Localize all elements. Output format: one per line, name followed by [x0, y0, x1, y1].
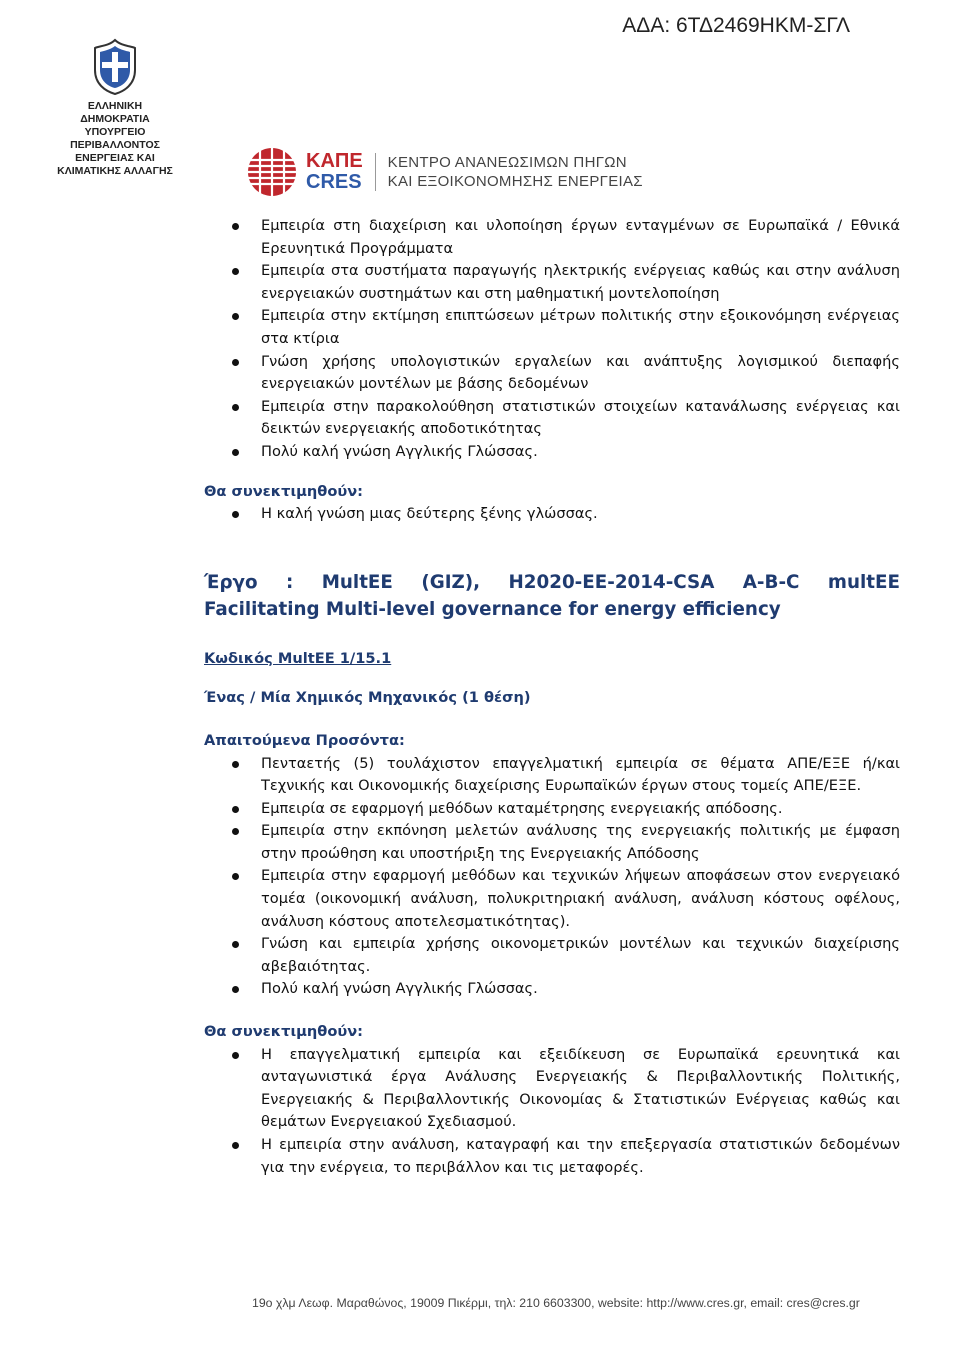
list-item: Γνώση και εμπειρία χρήσης οικονομετρικών μοντέλων και τεχνικών διαχείρισης αβεβαιότητας.: [204, 933, 900, 978]
footer-address: 19ο χλμ Λεωφ. Μαραθώνος, 19009 Πικέρμι, τηλ: 210 6603300, website: http://www.cres.gr, email: cres@cres.gr: [252, 1296, 860, 1310]
list-item: Εμπειρία σε εφαρμογή μεθόδων καταμέτρησης ενεργειακής απόδοσης.: [204, 798, 900, 821]
desirable-list: [204, 503, 900, 526]
list-item: Εμπειρία στη διαχείριση και υλοποίηση έργων ενταγμένων σε Ευρωπαϊκά / Εθνικά Ερευνητικά Προγράμματα: [204, 215, 900, 260]
project-title: [204, 569, 900, 623]
project-word: :: [285, 571, 294, 593]
project-word: A-B-C: [742, 571, 800, 593]
document-body: [204, 215, 900, 1179]
kape-name-line: ΚΕΝΤΡΟ ΑΝΑΝΕΩΣΙΜΩΝ ΠΗΓΩΝ: [387, 154, 627, 171]
list-item: Εμπειρία στην παρακολούθηση στατιστικών στοιχείων κατανάλωσης ενέργειας και δεικτών ενεργειακής αποδοτικότητας: [204, 396, 900, 441]
position-title: Ένας / Μία Χημικός Μηχανικός (1 θέση): [204, 689, 531, 707]
gov-line: ΕΝΕΡΓΕΙΑΣ ΚΑΙ: [75, 152, 155, 164]
greek-emblem-icon: [91, 38, 139, 96]
project-word: MultEE: [321, 571, 393, 593]
list-item: Η καλή γνώση μιας δεύτερης ξένης γλώσσας.: [204, 503, 900, 526]
project-word: (GIZ),: [421, 571, 481, 593]
project-word: Έργο: [204, 571, 258, 593]
gov-line: ΥΠΟΥΡΓΕΙΟ ΠΕΡΙΒΑΛΛΟΝΤΟΣ: [70, 126, 160, 151]
required-list: [204, 753, 900, 1002]
list-item: Η επαγγελματική εμπειρία και εξειδίκευση σε Ευρωπαϊκά ερευνητικά και ανταγωνιστικά έργα Ανάλυσης Ενεργειακής & Περιβαλλοντικής Πολιτικής, Ενεργειακής & Περιβαλλοντικής Οικονομίας & Στατιστικών Ενέργειας καθώς και θεμάτων Ενεργειακού Σχεδιασμού.: [204, 1044, 900, 1134]
project-subtitle: Facilitating Multi-level governance for energy efficiency: [204, 598, 781, 620]
list-item: Πολύ καλή γνώση Αγγλικής Γλώσσας.: [204, 978, 900, 1001]
list-item: Εμπειρία στην εφαρμογή μεθόδων και τεχνικών λήψεων αποφάσεων στον ενεργειακό τομέα (οικονομική ανάλυση, πολυκριτηριακή ανάλυση, ανάλυση κόστους οφέλους, ανάλυση κόστους αποτελεσματικότητας).: [204, 865, 900, 933]
kape-abbr: ΚΑΠΕ: [306, 150, 363, 172]
desirable-heading: Θα συνεκτιμηθούν:: [204, 482, 363, 500]
kape-logo: [246, 146, 643, 198]
government-logo: [55, 38, 175, 178]
project-word: multEE: [827, 571, 900, 593]
position-code: Κωδικός MultEE 1/15.1: [204, 649, 392, 667]
project-word: H2020-EE-2014-CSA: [508, 571, 715, 593]
kape-sun-icon: [246, 146, 298, 198]
ada-code: ΑΔΑ: 6ΤΔ2469ΗΚΜ-ΣΓΛ: [622, 14, 850, 37]
gov-line: ΕΛΛΗΝΙΚΗ ΔΗΜΟΚΡΑΤΙΑ: [80, 100, 150, 125]
list-item: Η εμπειρία στην ανάλυση, καταγραφή και την επεξεργασία στατιστικών δεδομένων για την ενέργεια, το περιβάλλον και τις μεταφορές.: [204, 1134, 900, 1179]
list-item: Πενταετής (5) τουλάχιστον επαγγελματική εμπειρία σε θέματα ΑΠΕ/ΕΞΕ ή/και Τεχνικής και Οικονομικής διαχείρισης Ευρωπαϊκών έργων στους τομείς ΑΠΕ/ΕΞΕ.: [204, 753, 900, 798]
cres-abbr: CRES: [306, 171, 362, 193]
list-item: Εμπειρία στην εκπόνηση μελετών ανάλυσης της ενεργειακής πολιτικής με έμφαση στην προώθηση και υποστήριξη της Ενεργειακής Απόδοσης: [204, 820, 900, 865]
kape-name-line: ΚΑΙ ΕΞΟΙΚΟΝΟΜΗΣΗΣ ΕΝΕΡΓΕΙΑΣ: [387, 173, 643, 190]
list-item: Εμπειρία στα συστήματα παραγωγής ηλεκτρικής ενέργειας καθώς και στην ανάλυση ενεργειακών συστημάτων και στη μαθηματική μοντελοποίηση: [204, 260, 900, 305]
required-heading: Απαιτούμενα Προσόντα:: [204, 731, 405, 749]
desirable-list-2: [204, 1044, 900, 1180]
kape-divider: [375, 153, 376, 191]
list-item: Γνώση χρήσης υπολογιστικών εργαλείων και ανάπτυξης λογισμικού διεπαφής ενεργειακών μοντέλων με βάσης δεδομένων: [204, 351, 900, 396]
qualifications-list: [204, 215, 900, 464]
gov-line: ΚΛΙΜΑΤΙΚΗΣ ΑΛΛΑΓΗΣ: [57, 165, 173, 177]
list-item: Πολύ καλή γνώση Αγγλικής Γλώσσας.: [204, 441, 900, 464]
desirable-heading-2: Θα συνεκτιμηθούν:: [204, 1023, 363, 1041]
list-item: Εμπειρία στην εκτίμηση επιπτώσεων μέτρων πολιτικής στην εξοικονόμηση ενέργειας στα κτίρια: [204, 305, 900, 350]
